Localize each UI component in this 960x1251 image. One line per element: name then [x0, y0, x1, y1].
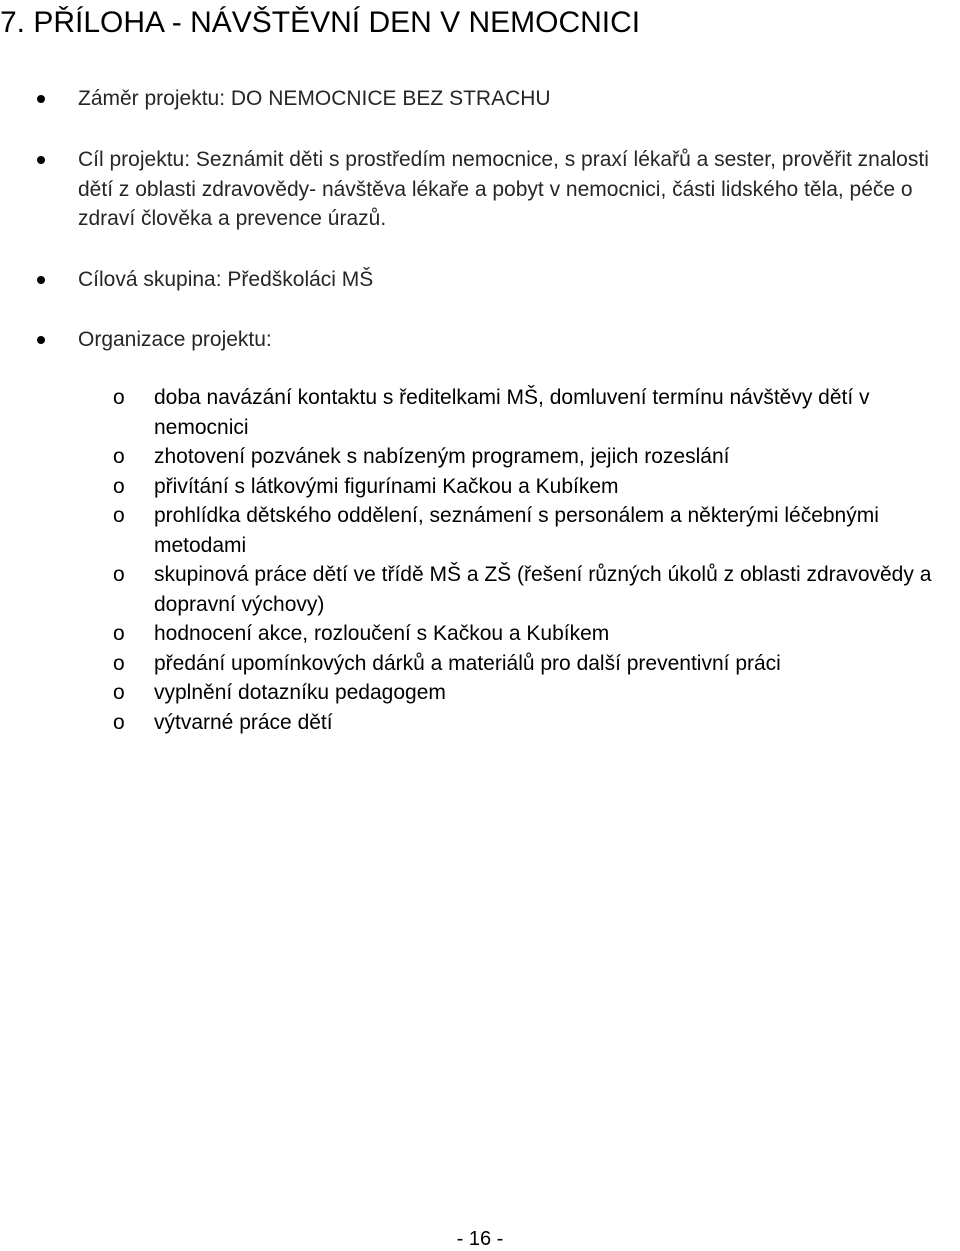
sub-list-item-text: vyplnění dotazníku pedagogem — [154, 681, 446, 704]
sub-list-item-text: předání upomínkových dárků a materiálů pro další preventivní práci — [154, 651, 781, 675]
list-item-text: Cílová skupina: Předškoláci MŠ — [78, 268, 374, 291]
bullet-icon — [37, 276, 45, 284]
sub-list-item — [0, 383, 960, 442]
circle-marker-icon: o — [113, 651, 125, 675]
circle-marker-icon: o — [113, 386, 125, 409]
sub-list-item — [0, 649, 960, 679]
organization-sub-list — [0, 383, 960, 737]
sub-list-item-text: doba navázání kontaktu s ředitelkami MŠ, domluvení termínu návštěvy dětí v nemocnici — [154, 386, 870, 439]
sub-list-item — [0, 442, 960, 472]
circle-marker-icon: o — [113, 504, 125, 527]
circle-marker-icon: o — [113, 622, 125, 645]
sub-list-item — [0, 472, 960, 502]
list-item-text: Organizace projektu: — [78, 328, 272, 351]
circle-marker-icon: o — [113, 710, 125, 734]
sub-list-item — [0, 619, 960, 649]
page-title: 7. PŘÍLOHA - NÁVŠTĚVNÍ DEN V NEMOCNICI — [0, 6, 641, 39]
sub-list-item-text: prohlídka dětského oddělení, seznámení s personálem a některými léčebnými metodami — [154, 504, 879, 557]
sub-list-item-text: výtvarné práce dětí — [154, 710, 333, 734]
sub-list-item-text: skupinová práce dětí ve třídě MŠ a ZŠ (řešení různých úkolů z oblasti zdravovědy a dopravní výchovy) — [154, 563, 932, 616]
bullet-icon — [37, 156, 45, 164]
page-number: - 16 - — [456, 1228, 504, 1250]
circle-marker-icon: o — [113, 474, 125, 498]
sub-list-item — [0, 708, 960, 738]
list-item-text: Záměr projektu: DO NEMOCNICE BEZ STRACHU — [78, 87, 551, 110]
circle-marker-icon: o — [113, 563, 125, 586]
list-item-text: Cíl projektu: Seznámit děti s prostředím nemocnice, s praxí lékařů a sester, prověřit znalosti dětí z oblasti zdravovědy- návštěva lékaře a pobyt v nemocnici, části lidského těla, péče o zdraví člověka a prevence úrazů. — [78, 148, 929, 230]
bullet-icon — [37, 95, 45, 103]
sub-list-item — [0, 560, 960, 619]
sub-list-item — [0, 678, 960, 708]
sub-list-item-text: přivítání s látkovými figurínami Kačkou a Kubíkem — [154, 474, 619, 498]
sub-list-item-text: hodnocení akce, rozloučení s Kačkou a Kubíkem — [154, 622, 610, 645]
sub-list-item — [0, 501, 960, 560]
circle-marker-icon: o — [113, 445, 125, 468]
bullet-icon — [37, 336, 45, 344]
sub-list-item-text: zhotovení pozvánek s nabízeným programem, jejich rozeslání — [154, 445, 730, 468]
circle-marker-icon: o — [113, 681, 125, 704]
